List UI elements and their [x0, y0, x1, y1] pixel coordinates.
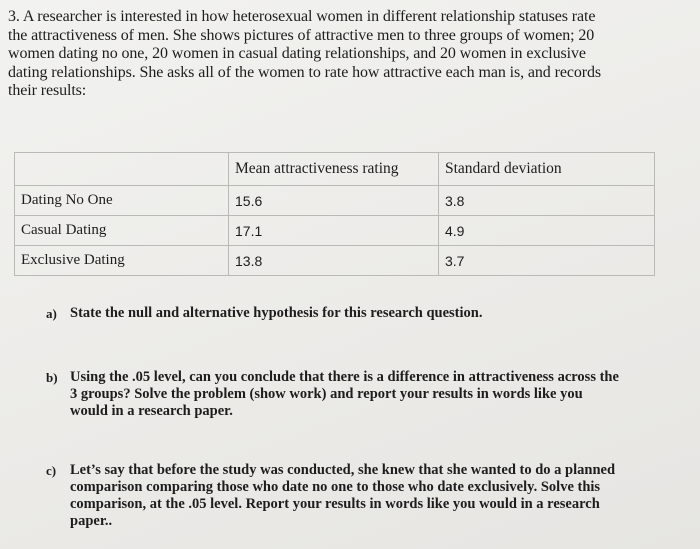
results-table-container [14, 152, 654, 276]
part-c-line: Let’s say that before the study was conducted, she knew that she wanted to do a planned [70, 462, 616, 478]
group-cell: Dating No One [15, 186, 229, 216]
table-row [15, 216, 655, 246]
sd-cell: 4.9 [439, 216, 655, 246]
group-cell: Casual Dating [15, 216, 229, 246]
intro-line: 3. A researcher is interested in how heterosexual women in different relationship statuses rate [8, 8, 596, 25]
intro-line: dating relationships. She asks all of the women to rate how attractive each man is, and records [8, 63, 601, 81]
part-a [46, 305, 646, 322]
part-c [46, 462, 616, 530]
part-c-line: comparison comparing those who date no one to those who date exclusively. Solve this [70, 479, 601, 495]
header-group [15, 153, 229, 186]
mean-cell: 15.6 [229, 186, 439, 216]
part-c-text [70, 462, 616, 530]
part-b-label: b) [46, 370, 58, 385]
part-b [46, 369, 646, 420]
table-row [15, 246, 655, 276]
table-header-row [15, 153, 655, 186]
sd-cell: 3.7 [439, 246, 655, 276]
part-c-line: paper.. [70, 513, 113, 529]
question-intro [8, 8, 648, 101]
intro-line: their results: [8, 82, 87, 99]
header-mean: Mean attractiveness rating [229, 153, 439, 186]
intro-line: women dating no one, 20 women in casual dating relationships, and 20 women in exclusive [8, 45, 586, 62]
part-b-line: would in a research paper. [70, 403, 233, 419]
part-a-line: State the null and alternative hypothesis for this research question. [70, 305, 483, 321]
part-a-text [70, 305, 646, 322]
table-row [15, 186, 655, 216]
mean-cell: 17.1 [229, 216, 439, 246]
part-c-line: comparison, at the .05 level. Report your results in words like you would in a research [70, 496, 600, 512]
part-b-line: Using the .05 level, can you conclude that there is a difference in attractiveness across the [70, 369, 619, 385]
header-sd: Standard deviation [439, 153, 655, 186]
part-c-label: c) [46, 463, 57, 478]
intro-line: the attractiveness of men. She shows pictures of attractive men to three groups of women; 20 [8, 26, 595, 44]
part-b-text [70, 369, 646, 420]
results-table [14, 152, 655, 276]
part-a-label: a) [46, 306, 57, 321]
group-cell: Exclusive Dating [15, 246, 229, 276]
mean-cell: 13.8 [229, 246, 439, 276]
part-b-line: 3 groups? Solve the problem (show work) and report your results in words like you [70, 386, 583, 402]
sd-cell: 3.8 [439, 186, 655, 216]
